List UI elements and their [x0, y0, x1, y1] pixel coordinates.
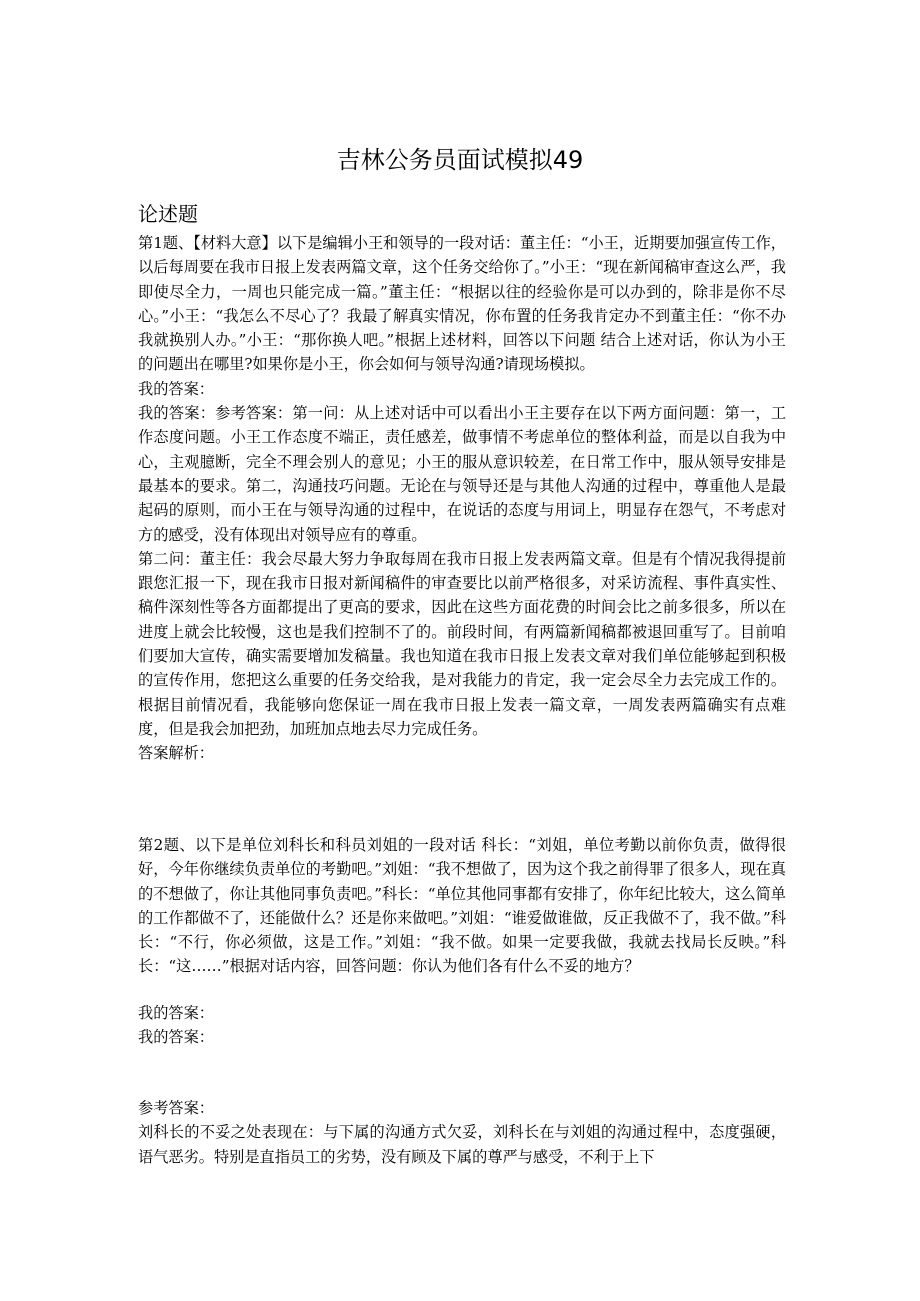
my-answer-label: 我的答案： [138, 1028, 214, 1047]
section-heading: 论述题 [138, 202, 198, 226]
page-title: 吉林公务员面试模拟49 [336, 146, 584, 174]
answer-analysis-label: 答案解析： [138, 744, 214, 763]
question-1-block [138, 231, 786, 766]
my-answer-label: 我的答案： [138, 1004, 214, 1022]
reference-answer-label: 参考答案： [138, 1099, 214, 1117]
question-2-reference-block [138, 1096, 786, 1169]
reference-answer-text: 刘科长的不妥之处表现在：与下属的沟通方式欠妥，刘科长在与刘姐的沟通过程中，态度强硬，语气恶劣。特别是直指员工的劣势，没有顾及下属的尊严与感受，不利于上下 [138, 1123, 786, 1166]
question-1-prompt: 第1题、【材料大意】以下是编辑小王和领导的一段对话：董主任：“小王，近期要加强宣传工作，以后每周要在我市日报上发表两篇文章，这个任务交给你了。”小王：“现在新闻稿审查这么严，我即使尽全力，一周也只能完成一篇。”董主任：“根据以往的经验你是可以办到的，除非是你不尽心。”小王：“我怎么不尽心了？我最了解真实情况，你布置的任务我肯定办不到董主任：“你不办我就换别人办。”小王：“那你换人吧。”根据上述材料，回答以下问题 结合上述对话，你认为小王的问题出在哪里?如果你是小王，你会如何与领导沟通?请现场模拟。 [138, 234, 786, 374]
question-2-prompt: 第2题、以下是单位刘科长和科员刘姐的一段对话 科长：“刘姐，单位考勤以前你负责，做得很好，今年你继续负责单位的考勤吧。”刘姐：“我不想做了，因为这个我之前得罪了很多人，现在真的不想做了，你让其他同事负责吧。”科长：“单位其他同事都有安排了，你年纪比较大，这么简单的工作都做不了，还能做什么？还是你来做吧。”刘姐：“谁爱做谁做，反正我做不了，我不做。”科长：“不行，你必须做，这是工作。”刘姐：“我不做。如果一定要我做，我就去找局长反映。”科长：“这……”根据对话内容，回答问题：你认为他们各有什么不妥的地方？ [138, 836, 786, 976]
question-2-block [138, 833, 786, 979]
question-1-answer-part-2: 第二问：董主任：我会尽最大努力争取每周在我市日报上发表两篇文章。但是有个情况我得提前跟您汇报一下，现在我市日报对新闻稿件的审查要比以前严格很多，对采访流程、事件真实性、稿件深刻性等各方面都提出了更高的要求，因此在这些方面花费的时间会比之前多很多，所以在进度上就会比较慢，这也是我们控制不了的。前段时间，有两篇新闻稿都被退回重写了。目前咱们要加大宣传，确实需要增加发稿量。我也知道在我市日报上发表文章对我们单位能够起到积极的宣传作用，您把这么重要的任务交给我，是对我能力的肯定，我一定会尽全力去完成工作的。根据目前情况看，我能够向您保证一周在我市日报上发表一篇文章，一周发表两篇确实有点难度，但是我会加把劲，加班加点地去尽力完成任务。 [138, 549, 786, 738]
question-2-my-answer-block [138, 1001, 786, 1050]
question-1-answer-part-1: 我的答案：参考答案：第一问：从上述对话中可以看出小王主要存在以下两方面问题：第一，工作态度问题。小王工作态度不端正，责任感差，做事情不考虑单位的整体利益，而是以自我为中心，主观臆断，完全不理会别人的意见；小王的服从意识较差，在日常工作中，服从领导安排是最基本的要求。第二，沟通技巧问题。无论在与领导还是与其他人沟通的过程中，尊重他人是最起码的原则，而小王在与领导沟通的过程中，在说话的态度与用词上，明显存在怨气，不考虑对方的感受，没有体现出对领导应有的尊重。 [138, 404, 786, 544]
my-answer-label: 我的答案： [138, 379, 214, 398]
